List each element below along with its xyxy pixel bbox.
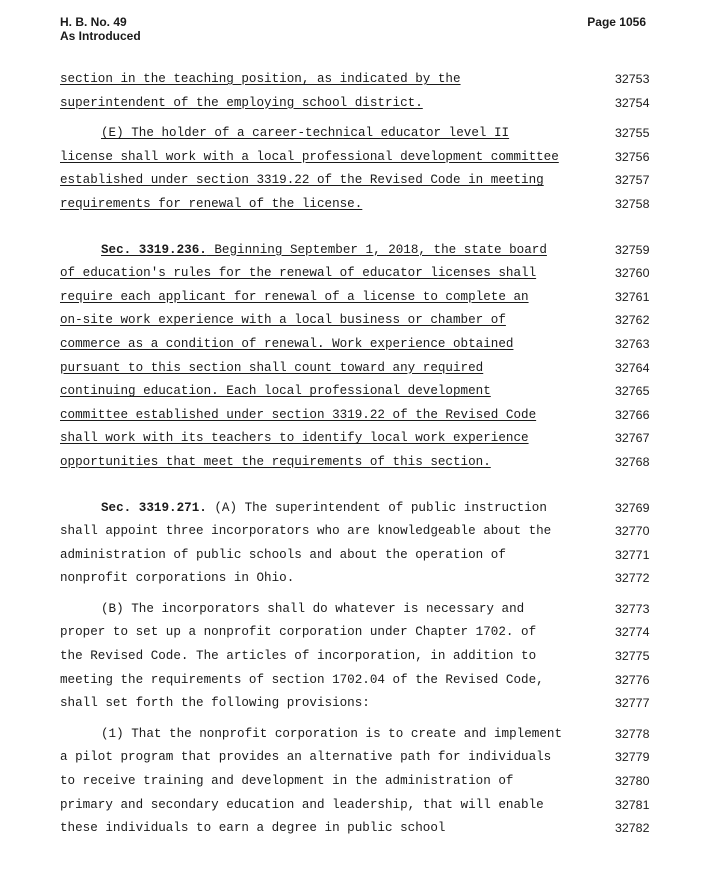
line-number: 32758 — [615, 196, 650, 211]
text-segment: a pilot program that provides an alternative path for individuals — [60, 750, 552, 765]
line-number: 32763 — [615, 336, 650, 351]
text-line — [60, 520, 660, 544]
bill-status: As Introduced — [60, 29, 141, 43]
text-line — [60, 645, 660, 669]
paragraph — [60, 122, 660, 216]
text-segment: to receive training and development in the administration of — [60, 774, 514, 789]
text-segment: on-site work experience with a local business or chamber of — [60, 313, 506, 328]
text-line — [60, 544, 660, 568]
line-number: 32772 — [615, 571, 650, 586]
line-number: 32774 — [615, 625, 650, 640]
line-text — [60, 309, 506, 333]
line-number: 32753 — [615, 72, 650, 86]
text-segment: committee established under section 3319.22 of the Revised Code — [60, 407, 537, 422]
text-line — [60, 497, 660, 521]
text-segment: shall set forth the following provisions: — [60, 696, 370, 711]
line-number: 32768 — [615, 454, 650, 469]
text-segment: requirements for renewal of the license. — [60, 196, 363, 211]
paragraph — [60, 497, 660, 591]
line-text — [60, 567, 294, 591]
line-number: 32773 — [615, 601, 650, 616]
text-line — [60, 309, 660, 333]
text-line — [60, 669, 660, 693]
text-line — [60, 193, 660, 217]
line-text — [60, 169, 544, 193]
line-number: 32779 — [615, 750, 650, 765]
line-text — [60, 645, 536, 669]
line-number: 32771 — [615, 547, 650, 562]
line-text — [60, 146, 559, 170]
line-text — [60, 497, 547, 521]
line-number: 32760 — [615, 266, 650, 281]
line-text — [60, 544, 506, 568]
text-segment: nonprofit corporations in Ohio. — [60, 571, 295, 586]
line-number: 32778 — [615, 726, 650, 741]
text-line — [60, 239, 660, 263]
text-segment: administration of public schools and about the operation of — [60, 547, 506, 562]
text-line — [60, 746, 660, 770]
line-number: 32780 — [615, 774, 650, 789]
line-number: 32776 — [615, 672, 650, 687]
text-line — [60, 567, 660, 591]
text-segment: opportunities that meet the requirements of this section. — [60, 454, 491, 469]
line-text — [60, 770, 513, 794]
line-number: 32766 — [615, 407, 650, 422]
text-line — [60, 333, 660, 357]
text-line — [60, 380, 660, 404]
line-text — [60, 451, 491, 475]
text-line — [60, 169, 660, 193]
line-number: 32754 — [615, 95, 650, 110]
text-segment: require each applicant for renewal of a license to complete an — [60, 289, 529, 304]
line-text — [60, 380, 491, 404]
text-segment: section in the teaching position, as indicated by the — [60, 72, 461, 86]
text-line — [60, 68, 660, 92]
line-text — [60, 427, 529, 451]
line-text — [60, 817, 445, 841]
text-line — [60, 92, 660, 116]
line-number: 32769 — [615, 500, 650, 515]
line-text — [60, 746, 551, 770]
line-number: 32777 — [615, 696, 650, 711]
text-segment: (B) The incorporators shall do whatever is necessary and — [101, 601, 525, 616]
text-line — [60, 451, 660, 475]
text-segment: pursuant to this section shall count toward any required — [60, 360, 484, 375]
text-line — [60, 692, 660, 716]
text-line — [60, 770, 660, 794]
text-line — [60, 794, 660, 818]
line-text — [60, 621, 536, 645]
line-text — [60, 520, 551, 544]
line-number: 32762 — [615, 313, 650, 328]
text-segment: (E) The holder of a career-technical educator level II — [101, 126, 510, 141]
bill-number: H. B. No. 49 — [60, 15, 127, 29]
line-number: 32757 — [615, 173, 650, 188]
text-line — [60, 621, 660, 645]
page-number: Page 1056 — [587, 15, 646, 29]
text-segment: shall appoint three incorporators who are knowledgeable about the — [60, 524, 552, 539]
text-segment: (1) That the nonprofit corporation is to create and implement — [101, 726, 563, 741]
line-number: 32767 — [615, 431, 650, 446]
text-line — [60, 404, 660, 428]
line-text — [60, 357, 483, 381]
line-text — [60, 286, 529, 310]
line-number: 32781 — [615, 797, 650, 812]
line-text — [60, 262, 536, 286]
line-text — [60, 193, 362, 217]
section-heading: Sec. 3319.271. — [101, 500, 207, 515]
text-line — [60, 357, 660, 381]
line-number: 32775 — [615, 649, 650, 664]
line-text — [60, 598, 524, 622]
line-number: 32761 — [615, 289, 650, 304]
bill-identifier — [60, 15, 141, 43]
paragraph — [60, 598, 660, 716]
line-text — [60, 669, 544, 693]
text-segment: commerce as a condition of renewal. Work experience obtained — [60, 336, 514, 351]
text-segment: license shall work with a local professional development committee — [60, 149, 559, 164]
text-line — [60, 122, 660, 146]
line-text — [60, 723, 562, 747]
line-number: 32755 — [615, 126, 650, 141]
text-segment: the Revised Code. The articles of incorporation, in addition to — [60, 649, 537, 664]
line-number: 32756 — [615, 149, 650, 164]
line-text — [60, 122, 509, 146]
text-segment: primary and secondary education and leadership, that will enable — [60, 797, 544, 812]
text-line — [60, 723, 660, 747]
text-line — [60, 262, 660, 286]
text-line — [60, 598, 660, 622]
text-segment: superintendent of the employing school district. — [60, 95, 423, 110]
text-segment: (A) The superintendent of public instruction — [206, 500, 547, 515]
document-body — [60, 68, 660, 848]
text-segment: shall work with its teachers to identify local work experience — [60, 431, 529, 446]
line-text — [60, 239, 547, 263]
line-text — [60, 692, 370, 716]
text-line — [60, 286, 660, 310]
text-segment: established under section 3319.22 of the Revised Code in meeting — [60, 173, 544, 188]
paragraph — [60, 723, 660, 841]
line-number: 32782 — [615, 821, 650, 836]
line-text — [60, 68, 461, 92]
line-text — [60, 92, 423, 116]
section-heading: Sec. 3319.236. — [101, 242, 207, 257]
line-number: 32764 — [615, 360, 650, 375]
text-segment: meeting the requirements of section 1702.04 of the Revised Code, — [60, 672, 544, 687]
text-line — [60, 146, 660, 170]
paragraph — [60, 239, 660, 475]
text-segment: these individuals to earn a degree in public school — [60, 821, 446, 836]
text-segment: Beginning September 1, 2018, the state board — [206, 242, 547, 257]
text-line — [60, 817, 660, 841]
text-segment: continuing education. Each local professional development — [60, 384, 491, 399]
line-number: 32770 — [615, 524, 650, 539]
line-text — [60, 333, 513, 357]
line-text — [60, 794, 544, 818]
text-segment: of education's rules for the renewal of educator licenses shall — [60, 266, 537, 281]
line-number: 32765 — [615, 384, 650, 399]
line-number: 32759 — [615, 242, 650, 257]
paragraph — [60, 68, 660, 115]
line-text — [60, 404, 536, 428]
text-segment: proper to set up a nonprofit corporation under Chapter 1702. of — [60, 625, 537, 640]
text-line — [60, 427, 660, 451]
